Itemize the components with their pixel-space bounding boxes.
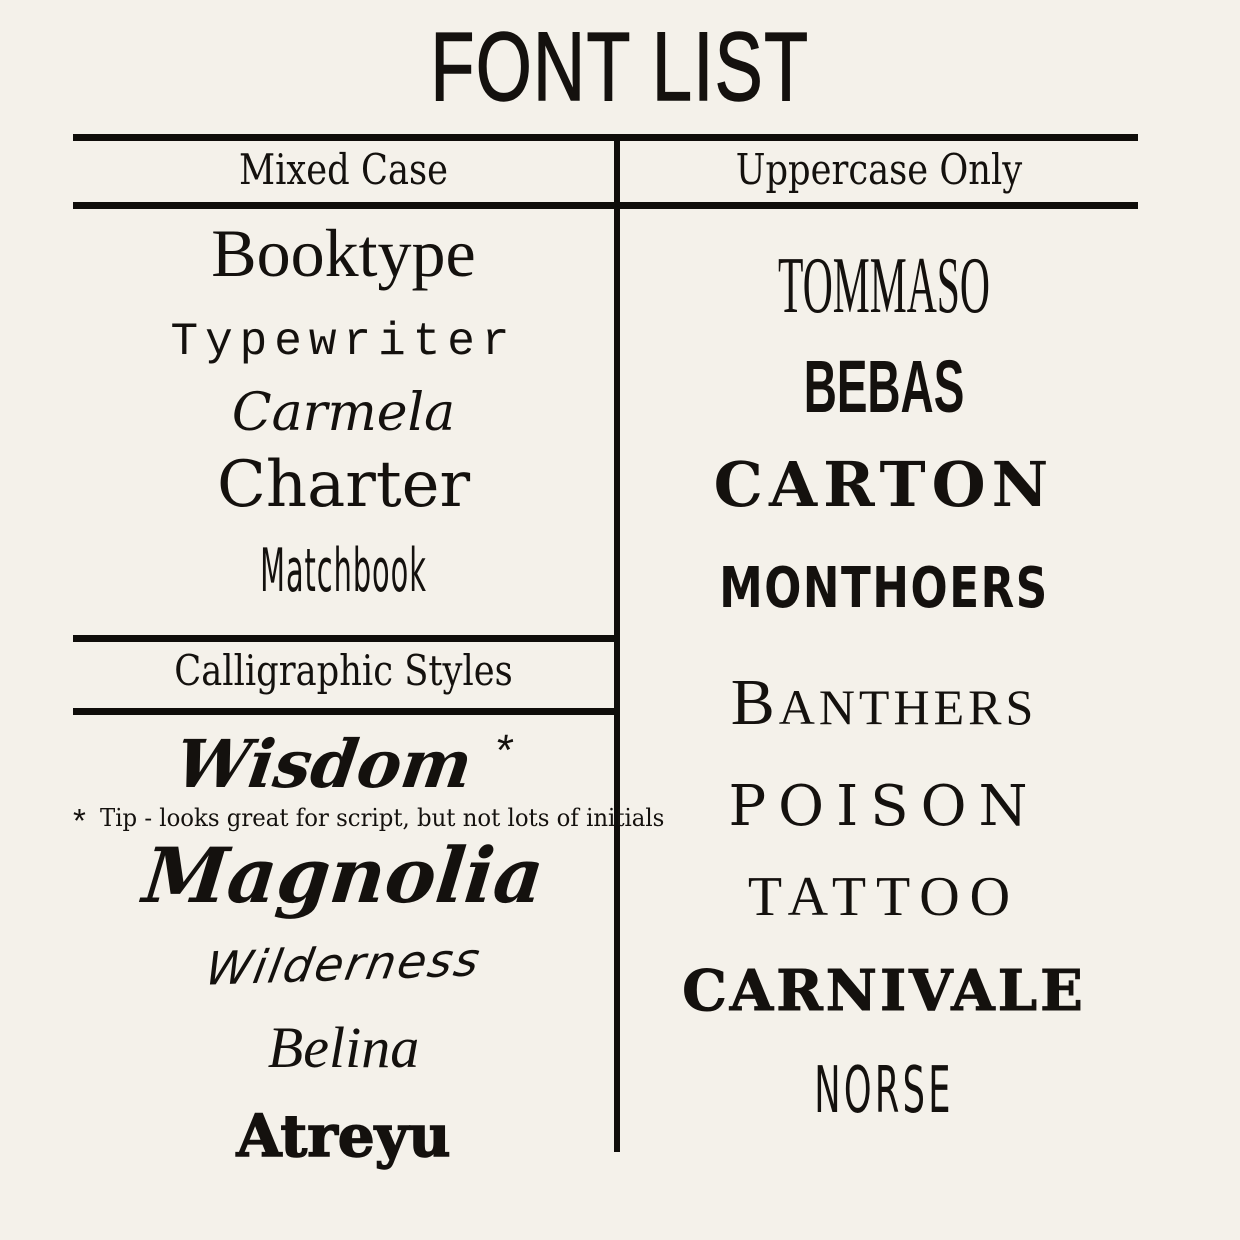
divider-below-calligraphic: [73, 708, 614, 715]
divider-above-calligraphic: [73, 635, 614, 642]
font-sample-tattoo: TATTOO: [747, 866, 1021, 928]
font-sample-belina: Belina: [267, 1015, 420, 1080]
font-sample-wilderness: Wilderness: [201, 932, 486, 996]
column-header-uppercase-only: Uppercase Only: [735, 145, 1023, 194]
tip-note-text: Tip - looks great for script, but not lots of initials: [99, 804, 665, 832]
font-sample-carmela: Carmela: [231, 383, 456, 443]
section-header-calligraphic: Calligraphic Styles: [174, 646, 513, 695]
divider-under-headers: [73, 202, 1138, 209]
font-sample-tommaso: TOMMASO: [778, 242, 990, 330]
divider-top: [73, 134, 1138, 141]
font-sample-atreyu: Atreyu: [236, 1102, 451, 1170]
font-sample-wisdom: [68, 725, 619, 803]
font-sample-banthers: BANTHERS: [730, 666, 1038, 739]
font-sample-wisdom-label: Wisdom: [170, 725, 478, 803]
font-sample-typewriter: Typewriter: [170, 316, 517, 368]
font-sample-bebas: BEBAS: [803, 345, 965, 428]
asterisk-icon: *: [73, 802, 86, 839]
font-sample-carnivale: CARNIVALE: [682, 958, 1086, 1024]
asterisk-marker: *: [492, 726, 517, 775]
font-sample-matchbook: Matchbook: [260, 536, 427, 606]
font-sample-booktype: Booktype: [211, 215, 476, 291]
font-sample-norse: NORSE: [814, 1054, 954, 1128]
font-sample-carton: CARTON: [713, 448, 1055, 521]
column-header-mixed-case: Mixed Case: [238, 145, 449, 194]
font-sample-monthoers: MONTHOERS: [719, 556, 1049, 621]
page-title: FONT LIST: [430, 12, 810, 121]
font-sample-charter: Charter: [216, 448, 471, 522]
font-sample-poison: POISON: [728, 774, 1040, 839]
font-sample-magnolia: Magnolia: [139, 831, 548, 920]
